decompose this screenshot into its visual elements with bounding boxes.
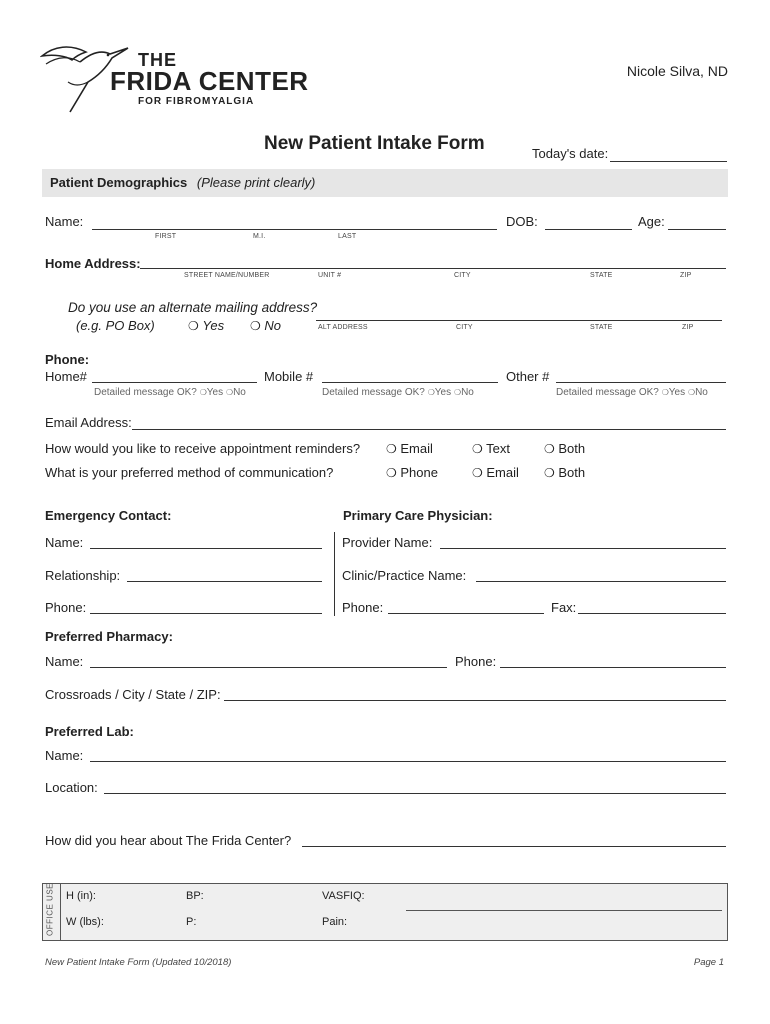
reminder-text-option[interactable] [472, 441, 510, 456]
zip-caption: ZIP [680, 272, 692, 279]
weight-label: W (lbs): [66, 916, 104, 928]
detail-yes: Yes [668, 387, 686, 398]
clinic-field[interactable] [476, 581, 726, 582]
lab-heading: Preferred Lab: [45, 724, 134, 739]
comm-email-option[interactable] [472, 465, 519, 480]
emergency-phone-label: Phone: [45, 600, 87, 615]
office-use-box [42, 883, 728, 941]
detail-no: No [461, 387, 474, 398]
radio-icon[interactable]: ❍ [661, 388, 669, 397]
name-mi-caption: M.I. [253, 233, 266, 240]
detail-label: Detailed message OK? [556, 387, 659, 398]
state-caption: STATE [590, 272, 613, 279]
lab-location-label: Location: [45, 780, 98, 795]
other-phone-field[interactable] [556, 382, 726, 383]
alt-no-label: No [264, 318, 282, 333]
option-label: Phone [400, 465, 438, 480]
footer-page-number: Page 1 [693, 957, 724, 968]
dob-field[interactable] [545, 229, 632, 230]
alt-yes-label: Yes [202, 318, 225, 333]
office-use-field[interactable] [406, 910, 722, 911]
physician-heading: Primary Care Physician: [343, 508, 493, 523]
mobile-phone-label: Mobile # [264, 369, 314, 384]
mobile-phone-field[interactable] [322, 382, 498, 383]
option-label: Both [558, 441, 586, 456]
crossroads-label: Crossroads / City / State / ZIP: [45, 687, 221, 702]
hear-about-label: How did you hear about The Frida Center? [45, 833, 292, 848]
page-title: New Patient Intake Form [264, 133, 485, 154]
todays-date-label: Today's date: [532, 146, 609, 161]
home-address-label: Home Address: [45, 256, 141, 271]
email-field[interactable] [132, 429, 726, 430]
name-last-caption: LAST [338, 233, 357, 240]
home-phone-field[interactable] [92, 382, 257, 383]
provider-name-field[interactable] [440, 548, 726, 549]
emergency-phone-field[interactable] [90, 613, 322, 614]
physician-phone-field[interactable] [388, 613, 544, 614]
physician-fax-label: Fax: [551, 600, 577, 615]
alt-state-caption: STATE [590, 324, 613, 331]
emergency-name-label: Name: [45, 535, 84, 550]
radio-icon[interactable]: ❍ [544, 442, 555, 456]
lab-name-field[interactable] [90, 761, 726, 762]
detail-no: No [695, 387, 708, 398]
radio-icon[interactable]: ❍ [199, 388, 207, 397]
detail-yes: Yes [434, 387, 452, 398]
unit-caption: UNIT # [318, 272, 342, 279]
alt-yes-option[interactable] [188, 318, 224, 333]
alt-city-caption: CITY [456, 324, 473, 331]
office-use-side-label: OFFICE USE [45, 883, 55, 937]
radio-icon[interactable]: ❍ [225, 388, 234, 397]
pharmacy-phone-label: Phone: [455, 654, 497, 669]
detail-label: Detailed message OK? [94, 387, 197, 398]
alt-zip-caption: ZIP [682, 324, 694, 331]
comm-phone-option[interactable] [386, 465, 438, 480]
physician-phone-label: Phone: [342, 600, 384, 615]
alt-address-caption: ALT ADDRESS [318, 324, 368, 331]
hear-about-field[interactable] [302, 846, 726, 847]
provider-name-label: Provider Name: [342, 535, 433, 550]
street-caption: STREET NAME/NUMBER [184, 272, 270, 279]
height-label: H (in): [66, 890, 96, 902]
name-first-caption: FIRST [155, 233, 177, 240]
pharmacy-heading: Preferred Pharmacy: [45, 629, 173, 644]
radio-icon[interactable]: ❍ [427, 388, 435, 397]
demographics-title: Patient Demographics [50, 175, 188, 190]
office-use-divider [60, 883, 61, 941]
pulse-label: P: [186, 916, 197, 928]
pharmacy-name-field[interactable] [90, 667, 447, 668]
age-field[interactable] [668, 229, 726, 230]
detail-label: Detailed message OK? [322, 387, 425, 398]
pharmacy-name-label: Name: [45, 654, 84, 669]
alt-address-field[interactable] [316, 320, 722, 321]
detail-no: No [233, 387, 246, 398]
radio-icon[interactable]: ❍ [472, 466, 483, 480]
radio-icon[interactable]: ❍ [472, 442, 483, 456]
pain-label: Pain: [322, 916, 348, 928]
lab-name-label: Name: [45, 748, 84, 763]
age-label: Age: [638, 214, 665, 229]
column-divider [334, 532, 335, 616]
crossroads-field[interactable] [224, 700, 726, 701]
todays-date-field[interactable] [610, 161, 727, 162]
reminder-both-option[interactable] [544, 441, 585, 456]
physician-fax-field[interactable] [578, 613, 726, 614]
option-label: Both [558, 465, 586, 480]
pharmacy-phone-field[interactable] [500, 667, 726, 668]
radio-icon[interactable]: ❍ [453, 388, 462, 397]
option-label: Email [400, 441, 433, 456]
clinic-label: Clinic/Practice Name: [342, 568, 467, 583]
relationship-label: Relationship: [45, 568, 121, 583]
logo-the: THE [138, 50, 177, 70]
demographics-heading [50, 175, 315, 190]
detail-yes: Yes [206, 387, 224, 398]
name-field[interactable] [92, 229, 497, 230]
alt-address-example: (e.g. PO Box) [76, 318, 155, 333]
reminders-question: How would you like to receive appointment reminders? [45, 441, 361, 456]
communication-question: What is your preferred method of communication? [45, 465, 334, 480]
reminder-email-option[interactable] [386, 441, 433, 456]
emergency-name-field[interactable] [90, 548, 322, 549]
name-label: Name: [45, 214, 84, 229]
alt-no-option[interactable] [250, 318, 281, 333]
city-caption: CITY [454, 272, 471, 279]
radio-icon[interactable]: ❍ [250, 319, 261, 333]
vasfiq-label: VASFIQ: [322, 890, 365, 902]
emergency-heading: Emergency Contact: [45, 508, 172, 523]
alt-address-question: Do you use an alternate mailing address? [68, 300, 318, 315]
radio-icon[interactable]: ❍ [544, 466, 555, 480]
logo-title: FRIDA CENTER [110, 66, 309, 96]
home-address-field[interactable] [140, 268, 726, 269]
footer-form-name: New Patient Intake Form (Updated 10/2018) [45, 957, 232, 968]
option-label: Email [486, 465, 519, 480]
relationship-field[interactable] [127, 581, 322, 582]
bp-label: BP: [186, 890, 204, 902]
logo-subtitle: FOR FIBROMYALGIA [138, 96, 255, 107]
other-phone-label: Other # [506, 369, 550, 384]
option-label: Text [486, 441, 510, 456]
radio-icon[interactable]: ❍ [386, 466, 397, 480]
email-label: Email Address: [45, 415, 132, 430]
home-detail-message [94, 387, 246, 398]
radio-icon[interactable]: ❍ [188, 319, 199, 333]
radio-icon[interactable]: ❍ [386, 442, 397, 456]
phone-heading: Phone: [45, 352, 90, 367]
home-phone-label: Home# [45, 369, 87, 384]
lab-location-field[interactable] [104, 793, 726, 794]
comm-both-option[interactable] [544, 465, 585, 480]
mobile-detail-message [322, 387, 474, 398]
doctor-name: Nicole Silva, ND [626, 63, 728, 79]
other-detail-message [556, 387, 708, 398]
radio-icon[interactable]: ❍ [687, 388, 696, 397]
demographics-note: (Please print clearly) [196, 175, 316, 190]
dob-label: DOB: [506, 214, 538, 229]
